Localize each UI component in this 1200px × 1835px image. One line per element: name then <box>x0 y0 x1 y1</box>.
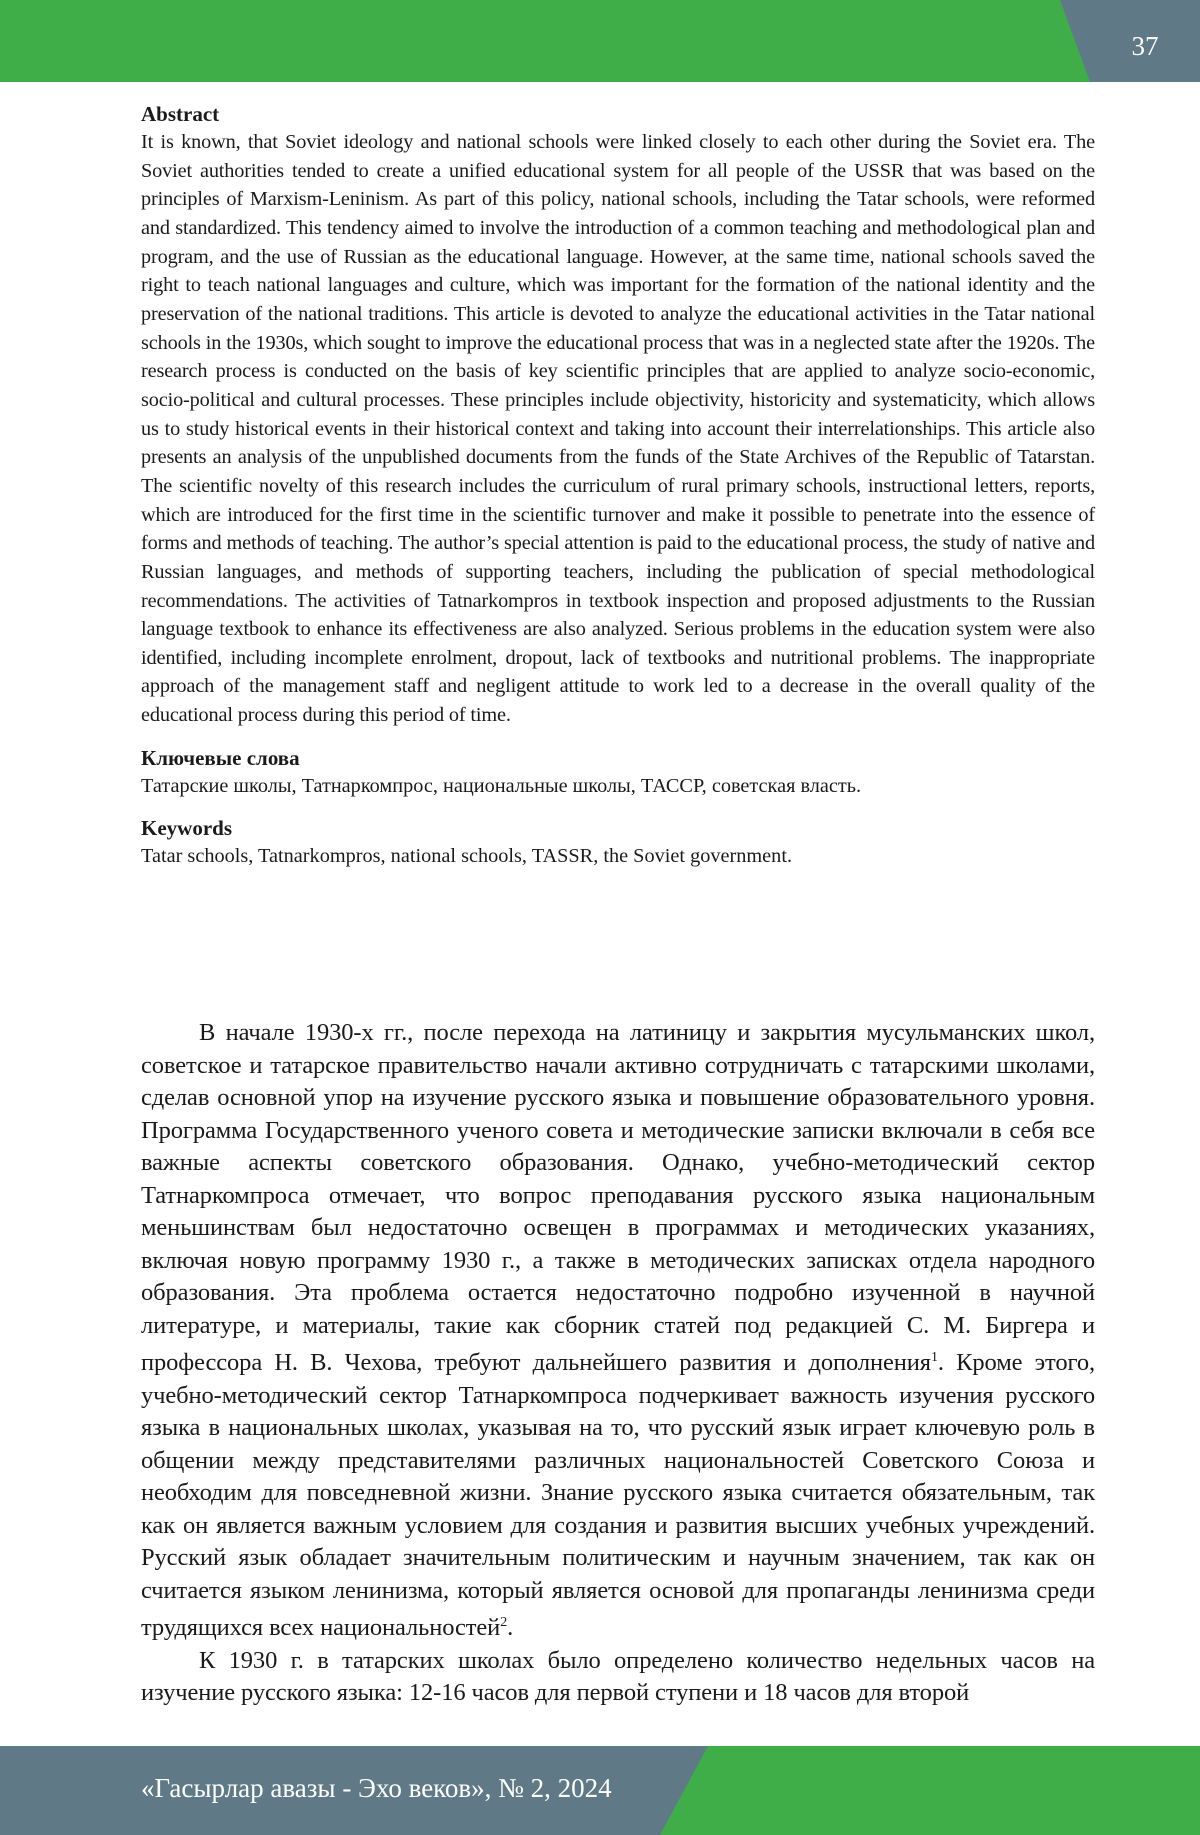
body-paragraph-1-part-a: В начале 1930-х гг., после перехода на латиницу и закрытия мусульманских школ, советское и татарское правительство начали активно сотрудничать с татарскими школами, сделав основной упор на изучение русского языка и повышение образовательного уровня. Программа Государственного ученого совета и методические записки включали в себя все важные аспекты советского образования. Однако, учебно-методический сектор Татнаркомпроса отмечает, что вопрос преподавания русского языка национальным меньшинствам был недостаточно освещен в программах и методических указаниях, включая новую программу 1930 г., а также в методических записках отдела народного образования. Эта проблема остается недостаточно подробно изученной в научной литературе, и материалы, такие как сборник статей под редакцией С. М. Биргера и профессора Н. В. Чехова, требуют дальнейшего развития и дополнения <box>141 1019 1095 1377</box>
keywords-ru-text: Татарские школы, Татнаркомпрос, национальные школы, ТАССР, советская власть. <box>141 774 862 797</box>
body-paragraph-2: К 1930 г. в татарских школах было определено количество недельных часов на изучение русского языка: 12-16 часов для первой ступени и 18 часов для второй <box>141 1646 1095 1707</box>
abstract-block <box>141 100 1095 871</box>
footnote-ref-2[interactable]: 2 <box>500 1615 508 1631</box>
article-body <box>141 1017 1095 1710</box>
journal-title: «Гасырлар авазы - Эхо веков», № 2, 2024 <box>141 1773 612 1803</box>
footer-green-band <box>660 1746 1200 1835</box>
keywords-ru-heading: Ключевые слова <box>141 745 300 770</box>
header-green-band <box>0 0 1200 82</box>
body-paragraph-1-part-c: . <box>507 1614 514 1642</box>
keywords-en-section <box>141 814 1095 871</box>
keywords-ru-section <box>141 744 1095 801</box>
body-paragraph-1-part-b: . Кроме этого, учебно-методический сектор Татнаркомпроса подчеркивает важность изучения русского языка в национальных школах, указывая на то, что русский язык играет ключевую роль в общении между представителями различных национальностей Советского Союза и необходим для повседневной жизни. Знание русского языка считается обязательным, так как он является важным условием для создания и развития высших учебных учреждений. Русский язык обладает значительным политическим и научным значением, так как он считается языком ленинизма, который является основой для пропаганды ленинизма среди трудящихся всех национальностей <box>141 1349 1095 1642</box>
body-paragraph-1 <box>141 1017 1095 1645</box>
page-number: 37 <box>1131 31 1159 61</box>
page-footer <box>0 1746 1200 1835</box>
abstract-heading: Abstract <box>141 102 220 126</box>
keywords-en-text: Tatar schools, Tatnarkompros, national schools, TASSR, the Soviet government. <box>141 845 793 868</box>
keywords-en-heading: Keywords <box>141 816 232 841</box>
abstract-text: It is known, that Soviet ideology and national schools were linked closely to each other during the Soviet era. The Soviet authorities tended to create a unified educational system for all people of the USSR that was based on the principles of Marxism-Leninism. As part of this policy, national schools, including the Tatar schools, were reformed and standardized. This tendency aimed to involve the introduction of a common teaching and methodological plan and program, and the use of Russian as the educational language. However, at the same time, national schools saved the right to teach national languages and culture, which was important for the formation of the national identity and the preservation of the national traditions. This article is devoted to analyze the educational activities in the Tatar national schools in the 1930s, which sought to improve the educational process that was in a neglected state after the 1920s. The research process is conducted on the basis of key scientific principles that are applied to analyze socio-economic, socio-political and cultural processes. These principles include objectivity, historicity and systematicity, which allows us to study historical events in their historical context and taking into account their interrelationships. This article also presents an analysis of the unpublished documents from the funds of the State Archives of the Republic of Tatarstan. The scientific novelty of this research includes the curriculum of rural primary schools, instructional letters, reports, which are introduced for the first time in the scientific turnover and make it possible to penetrate into the essence of forms and methods of teaching. The author’s special attention is paid to the educational process, the study of native and Russian languages, and methods of supporting teachers, including the publication of special methodological recommendations. The activities of Tatnarkompros in textbook inspection and proposed adjustments to the Russian language textbook to enhance its effectiveness are also analyzed. Serious problems in the education system were also identified, including incomplete enrolment, dropout, lack of textbooks and nutritional problems. The inappropriate approach of the management staff and negligent attitude to work led to a decrease in the overall quality of the educational process during this period of time. <box>141 131 1095 727</box>
page-header <box>0 0 1200 82</box>
footnote-ref-1[interactable]: 1 <box>930 1350 938 1365</box>
